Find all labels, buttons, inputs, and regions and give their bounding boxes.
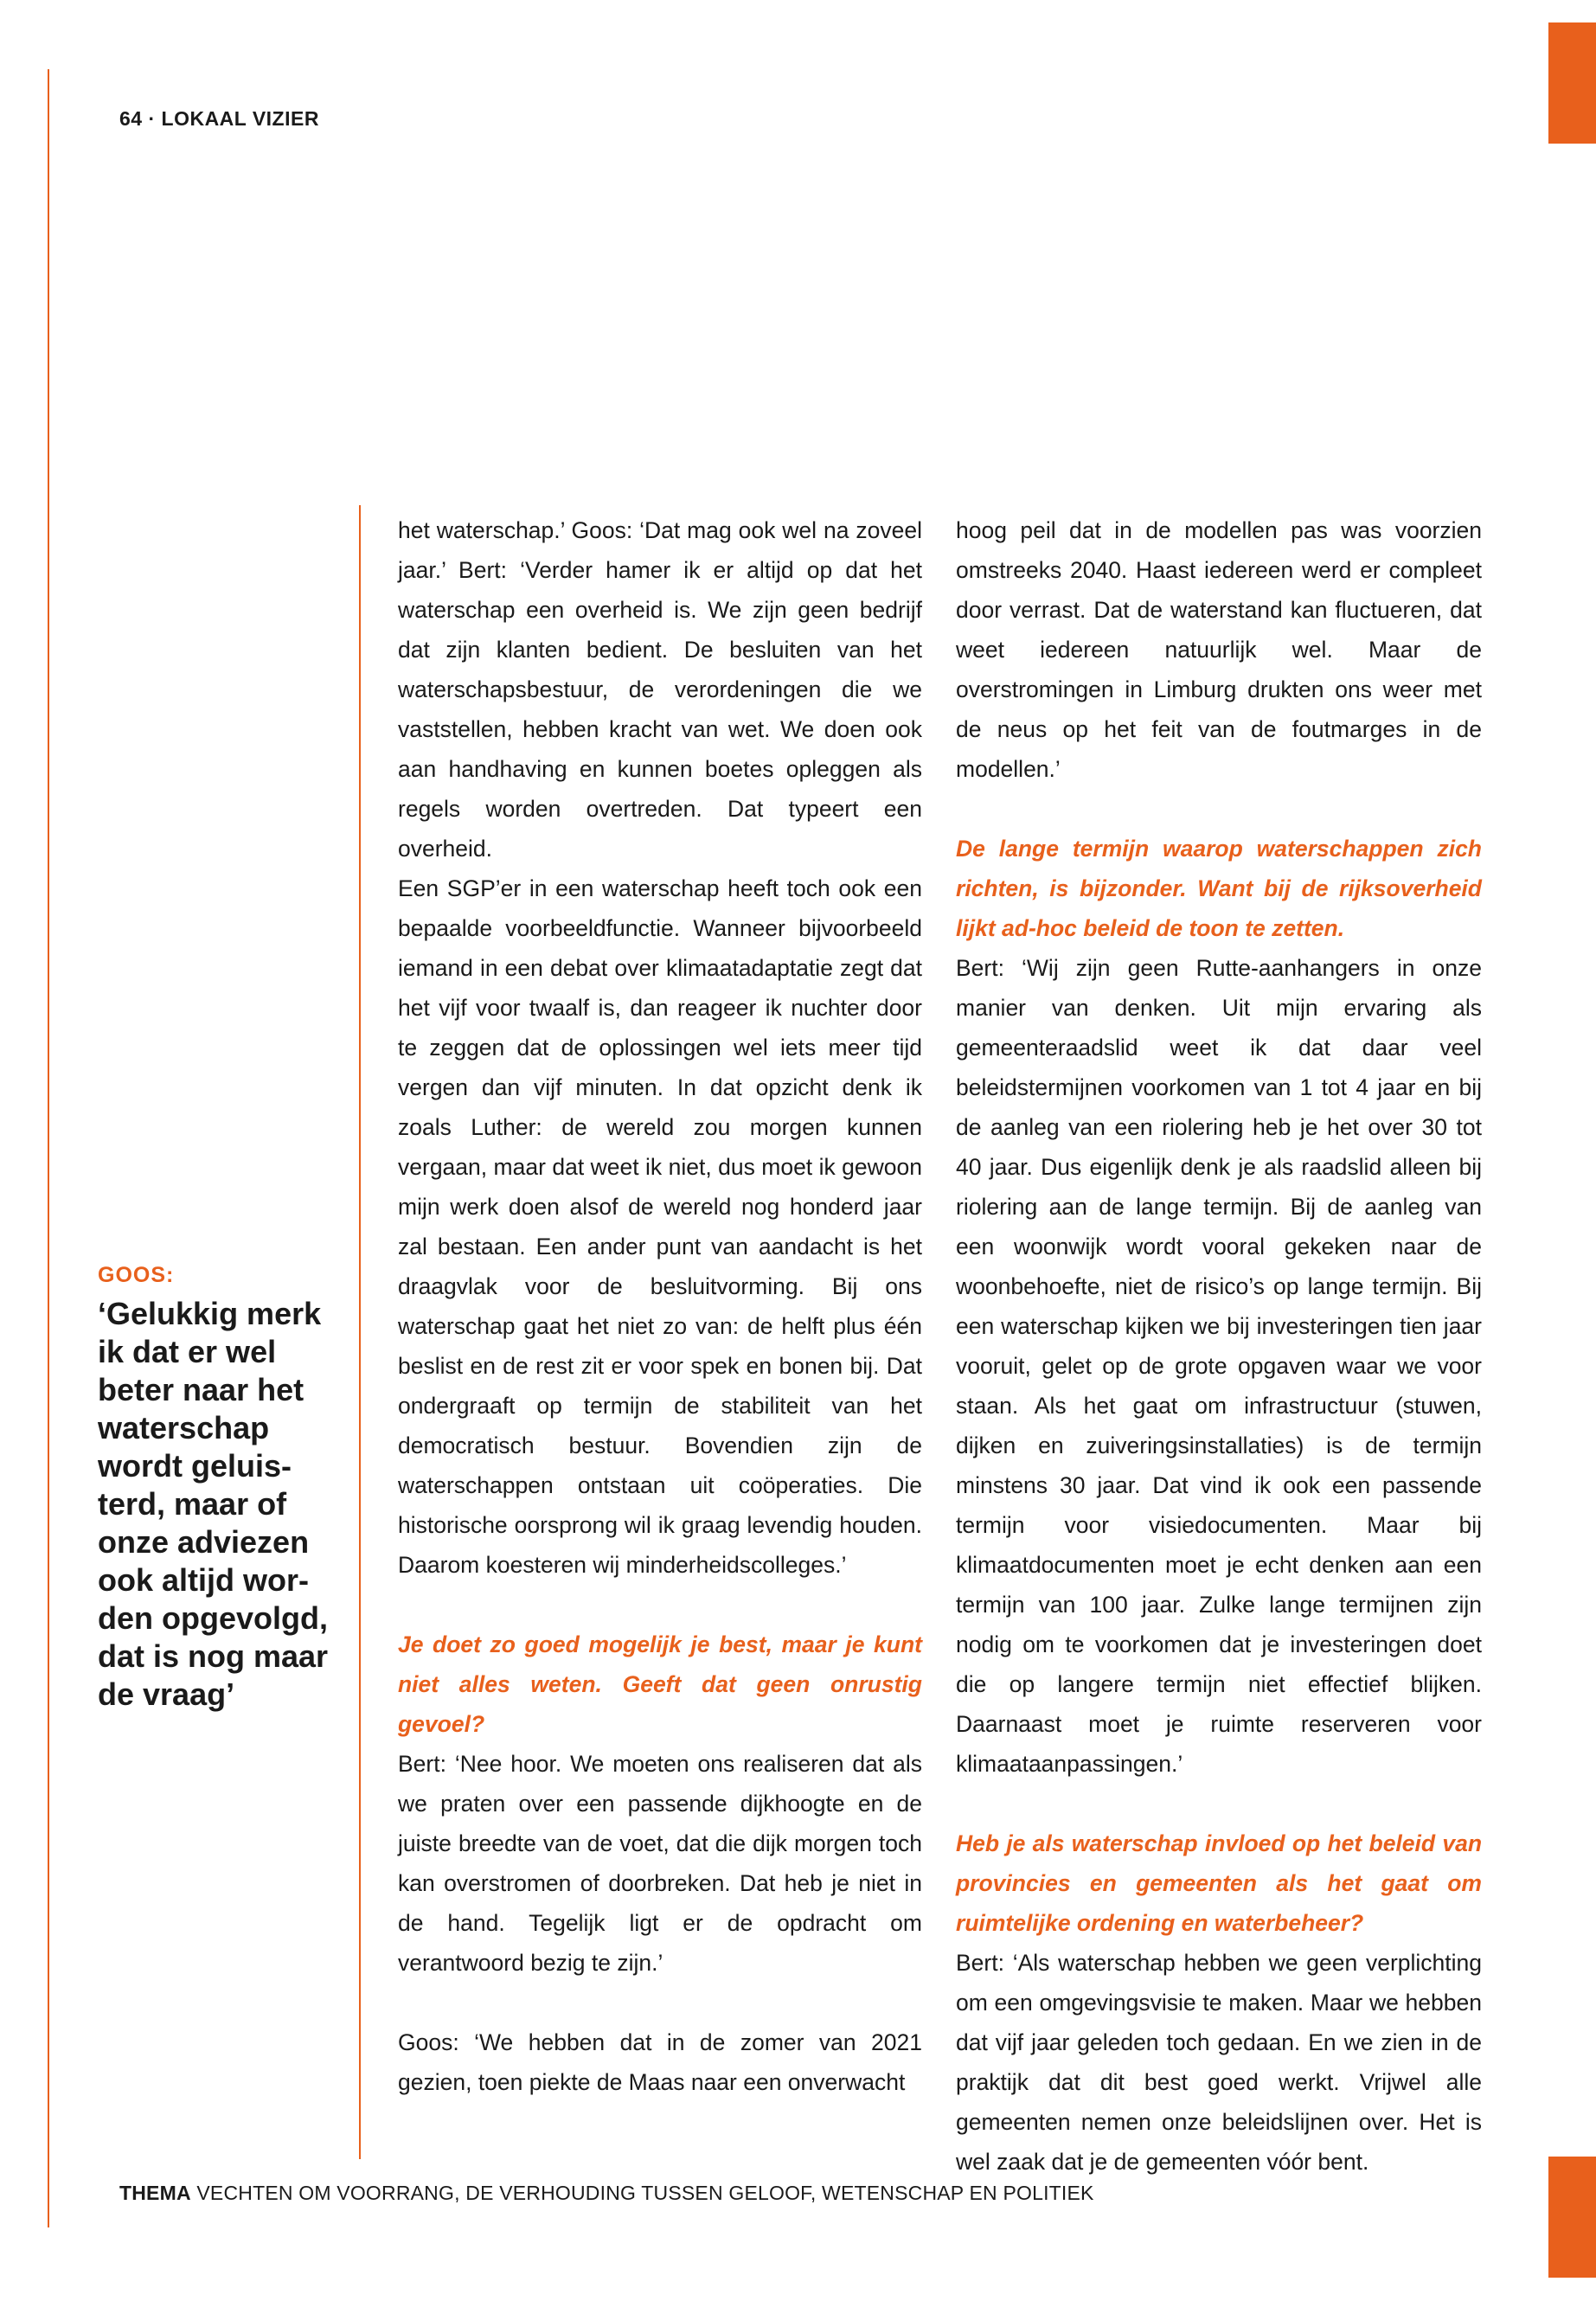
paragraph: Bert: ‘Wij zijn geen Rutte-aanhangers in onze manier van denken. Uit mijn ervaring als gemeenteraadslid weet ik dat daar veel beleidstermijnen voorkomen van 1 tot 4 jaar en bij de aanleg van een riolering heb je het over 30 tot 40 jaar. Dus eigenlijk denk je als raadslid alleen bij riolering aan de lange termijn. Bij de aanleg van een woonwijk wordt vooral gekeken naar de woonbehoefte, niet de risico’s op lange termijn. Bij een waterschap kijken we bij investeringen tien jaar vooruit, gelet op de grote opgaven waar we voor staan. Als het gaat om infrastructuur (stuwen, dijken en zuiveringsinstallaties) is de termijn minstens 30 jaar. Dat vind ik ook een passende termijn voor visiedocumenten. Maar bij klimaatdocumenten moet je echt denken aan een termijn van 100 jaar. Zulke lange termijnen zijn nodig om te voorkomen dat je investeringen doet die op langere termijn niet effectief blijken. Daarnaast moet je ruimte reserveren voor klimaataanpassingen.’	[956, 955, 1482, 1777]
orange-tab-top	[1548, 22, 1596, 144]
interview-question: Je doet zo goed mogelijk je best, maar je kunt niet alles weten. Geeft dat geen onrustig gevoel?	[398, 1631, 922, 1737]
paragraph: hoog peil dat in de modellen pas was voorzien omstreeks 2040. Haast iedereen werd er compleet door verrast. Dat de waterstand kan fluctueren, dat weet iedereen natuurlijk wel. Maar de overstromingen in Limburg drukten ons weer met de neus op het feit van de foutmarges in de modellen.’	[956, 517, 1482, 782]
footer-theme-text: VECHTEN OM VOORRANG, DE VERHOUDING TUSSEN GELOOF, WETENSCHAP EN POLITIEK	[190, 2182, 1094, 2204]
pull-quote-text: ‘Gelukkig merk ik dat er wel beter naar het waterschap wordt geluisterd, maar of onze adviezen ook altijd worden opgevolgd, dat is nog maar de vraag’	[98, 1296, 329, 1712]
paragraph: Goos: ‘We hebben dat in de zomer van 2021 gezien, toen piekte de Maas naar een onverwacht	[398, 2029, 922, 2095]
article-column-2	[956, 510, 1482, 2182]
left-margin-rule	[48, 69, 49, 2227]
article-column-1	[398, 510, 922, 2102]
interview-question: De lange termijn waarop waterschappen zich richten, is bijzonder. Want bij de rijksoverheid lijkt ad-hoc beleid de toon te zetten.	[956, 836, 1482, 941]
orange-tab-bottom	[1548, 2157, 1596, 2278]
page-footer	[119, 2182, 1094, 2205]
pull-quote-rule	[359, 505, 361, 2159]
paragraph: Een SGP’er in een waterschap heeft toch ook een bepaalde voorbeeldfunctie. Wanneer bijvoorbeeld iemand in een debat over klimaatadaptatie zegt dat het vijf voor twaalf is, dan reageer ik nuchter door te zeggen dat de oplossingen wel iets meer tijd vergen dan vijf minuten. In dat opzicht denk ik zoals Luther: de wereld zou morgen kunnen vergaan, maar dat weet ik niet, dus moet ik gewoon mijn werk doen alsof de wereld nog honderd jaar zal bestaan. Een ander punt van aandacht is het draagvlak voor de besluitvorming. Bij ons waterschap gaat het niet zo van: de helft plus één beslist en de rest zit er voor spek en bonen bij. Dat ondergraaft op termijn de stabiliteit van het democratisch bestuur. Bovendien zijn de waterschappen ontstaan uit coöperaties. Die historische oorsprong wil ik graag levendig houden. Daarom koesteren wij minderheidscolleges.’	[398, 875, 922, 1578]
paragraph: Bert: ‘Als waterschap hebben we geen verplichting om een omgevingsvisie te maken. Maar we hebben dat vijf jaar geleden toch gedaan. En we zien in de praktijk dat dit best goed werkt. Vrijwel alle gemeenten nemen onze beleidslijnen over. Het is wel zaak dat je de gemeenten vóór bent.	[956, 1950, 1482, 2175]
interview-question: Heb je als waterschap invloed op het beleid van provincies en gemeenten als het gaat om ruimtelijke ordening en waterbeheer?	[956, 1830, 1482, 1936]
pull-quote	[98, 1263, 349, 1714]
page-header: 64 · LOKAAL VIZIER	[119, 107, 319, 130]
paragraph: het waterschap.’ Goos: ‘Dat mag ook wel na zoveel jaar.’ Bert: ‘Verder hamer ik er altijd op dat het waterschap een overheid is. We zijn geen bedrijf dat zijn klanten bedient. De besluiten van het waterschapsbestuur, de verordeningen die we vaststellen, hebben kracht van wet. We doen ook aan handhaving en kunnen boetes opleggen als regels worden overtreden. Dat typeert een overheid.	[398, 517, 922, 862]
footer-theme-label: THEMA	[119, 2182, 191, 2204]
pull-quote-label: GOOS:	[98, 1263, 175, 1287]
paragraph: Bert: ‘Nee hoor. We moeten ons realiseren dat als we praten over een passende dijkhoogte en de juiste breedte van de voet, dat die dijk morgen toch kan overstromen of doorbreken. Dat heb je niet in de hand. Tegelijk ligt er de opdracht om verantwoord bezig te zijn.’	[398, 1751, 922, 1976]
